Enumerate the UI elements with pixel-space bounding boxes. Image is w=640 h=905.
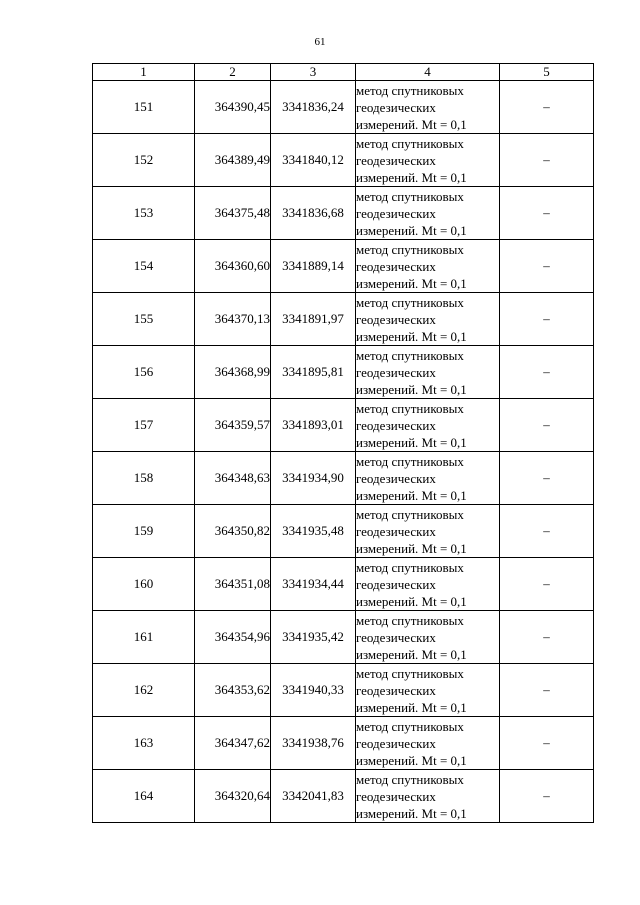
note-cell: –	[500, 664, 594, 717]
method-line: измерений. Mt = 0,1	[356, 487, 467, 503]
point-number-cell: 151	[93, 81, 195, 134]
note-cell: –	[500, 293, 594, 346]
method-cell	[356, 187, 500, 240]
column-header-4: 4	[356, 64, 500, 81]
method-line: измерений. Mt = 0,1	[356, 699, 467, 715]
y-coordinate-cell: 3341836,24	[271, 81, 356, 134]
x-coordinate-cell: 364370,13	[195, 293, 271, 346]
note-cell: –	[500, 717, 594, 770]
table-row	[93, 558, 594, 611]
x-coordinate-cell: 364359,57	[195, 399, 271, 452]
method-line: геодезических	[356, 576, 436, 592]
y-coordinate-cell: 3341940,33	[271, 664, 356, 717]
method-line: измерений. Mt = 0,1	[356, 752, 467, 768]
y-coordinate-cell: 3342041,83	[271, 770, 356, 823]
x-coordinate-cell: 364350,82	[195, 505, 271, 558]
x-coordinate-cell: 364320,64	[195, 770, 271, 823]
note-cell: –	[500, 240, 594, 293]
method-line: геодезических	[356, 682, 436, 698]
method-line: геодезических	[356, 258, 436, 274]
table-row	[93, 240, 594, 293]
y-coordinate-cell: 3341934,44	[271, 558, 356, 611]
point-number-cell: 160	[93, 558, 195, 611]
y-coordinate-cell: 3341840,12	[271, 134, 356, 187]
method-line: измерений. Mt = 0,1	[356, 805, 467, 821]
column-header-5: 5	[500, 64, 594, 81]
x-coordinate-cell: 364390,45	[195, 81, 271, 134]
method-line: геодезических	[356, 523, 436, 539]
note-cell: –	[500, 134, 594, 187]
method-line: измерений. Mt = 0,1	[356, 169, 467, 185]
table-row	[93, 293, 594, 346]
note-cell: –	[500, 346, 594, 399]
table-body	[93, 81, 594, 823]
point-number-cell: 157	[93, 399, 195, 452]
table-row	[93, 346, 594, 399]
x-coordinate-cell: 364389,49	[195, 134, 271, 187]
method-line: измерений. Mt = 0,1	[356, 593, 467, 609]
method-line: геодезических	[356, 205, 436, 221]
method-line: метод спутниковых	[356, 559, 464, 575]
method-line: измерений. Mt = 0,1	[356, 328, 467, 344]
note-cell: –	[500, 505, 594, 558]
method-cell	[356, 558, 500, 611]
note-cell: –	[500, 187, 594, 240]
note-cell: –	[500, 611, 594, 664]
table-row	[93, 611, 594, 664]
method-line: геодезических	[356, 629, 436, 645]
point-number-cell: 161	[93, 611, 195, 664]
method-line: метод спутниковых	[356, 188, 464, 204]
y-coordinate-cell: 3341934,90	[271, 452, 356, 505]
method-line: метод спутниковых	[356, 506, 464, 522]
method-cell	[356, 399, 500, 452]
table-row	[93, 770, 594, 823]
method-line: метод спутниковых	[356, 665, 464, 681]
y-coordinate-cell: 3341935,42	[271, 611, 356, 664]
note-cell: –	[500, 558, 594, 611]
table-row	[93, 717, 594, 770]
method-line: геодезических	[356, 735, 436, 751]
method-cell	[356, 611, 500, 664]
table-row	[93, 452, 594, 505]
point-number-cell: 153	[93, 187, 195, 240]
point-number-cell: 164	[93, 770, 195, 823]
note-cell: –	[500, 452, 594, 505]
table-row	[93, 505, 594, 558]
x-coordinate-cell: 364348,63	[195, 452, 271, 505]
y-coordinate-cell: 3341891,97	[271, 293, 356, 346]
y-coordinate-cell: 3341889,14	[271, 240, 356, 293]
method-cell	[356, 452, 500, 505]
point-number-cell: 152	[93, 134, 195, 187]
method-line: метод спутниковых	[356, 612, 464, 628]
y-coordinate-cell: 3341935,48	[271, 505, 356, 558]
table-row	[93, 664, 594, 717]
x-coordinate-cell: 364347,62	[195, 717, 271, 770]
method-line: измерений. Mt = 0,1	[356, 540, 467, 556]
method-line: геодезических	[356, 99, 436, 115]
method-line: геодезических	[356, 152, 436, 168]
x-coordinate-cell: 364375,48	[195, 187, 271, 240]
method-cell	[356, 346, 500, 399]
method-line: измерений. Mt = 0,1	[356, 434, 467, 450]
method-cell	[356, 134, 500, 187]
method-line: метод спутниковых	[356, 347, 464, 363]
method-line: метод спутниковых	[356, 135, 464, 151]
method-cell	[356, 717, 500, 770]
method-line: геодезических	[356, 311, 436, 327]
method-line: метод спутниковых	[356, 771, 464, 787]
table-row	[93, 81, 594, 134]
method-line: измерений. Mt = 0,1	[356, 646, 467, 662]
point-number-cell: 159	[93, 505, 195, 558]
method-cell	[356, 81, 500, 134]
point-number-cell: 158	[93, 452, 195, 505]
method-line: метод спутниковых	[356, 718, 464, 734]
y-coordinate-cell: 3341836,68	[271, 187, 356, 240]
point-number-cell: 163	[93, 717, 195, 770]
point-number-cell: 162	[93, 664, 195, 717]
method-cell	[356, 664, 500, 717]
method-line: измерений. Mt = 0,1	[356, 381, 467, 397]
method-line: метод спутниковых	[356, 241, 464, 257]
method-line: геодезических	[356, 417, 436, 433]
note-cell: –	[500, 81, 594, 134]
method-line: метод спутниковых	[356, 453, 464, 469]
point-number-cell: 154	[93, 240, 195, 293]
method-line: геодезических	[356, 470, 436, 486]
y-coordinate-cell: 3341895,81	[271, 346, 356, 399]
method-line: измерений. Mt = 0,1	[356, 222, 467, 238]
table-row	[93, 399, 594, 452]
column-header-2: 2	[195, 64, 271, 81]
method-line: метод спутниковых	[356, 82, 464, 98]
method-cell	[356, 293, 500, 346]
method-line: метод спутниковых	[356, 400, 464, 416]
method-line: геодезических	[356, 364, 436, 380]
coordinates-table	[92, 63, 594, 823]
table-row	[93, 134, 594, 187]
y-coordinate-cell: 3341938,76	[271, 717, 356, 770]
point-number-cell: 156	[93, 346, 195, 399]
table-header-row	[93, 64, 594, 81]
page-number: 61	[314, 36, 326, 48]
x-coordinate-cell: 364353,62	[195, 664, 271, 717]
x-coordinate-cell: 364354,96	[195, 611, 271, 664]
note-cell: –	[500, 770, 594, 823]
note-cell: –	[500, 399, 594, 452]
table-row	[93, 187, 594, 240]
method-cell	[356, 505, 500, 558]
method-line: геодезических	[356, 788, 436, 804]
column-header-1: 1	[93, 64, 195, 81]
method-line: измерений. Mt = 0,1	[356, 116, 467, 132]
y-coordinate-cell: 3341893,01	[271, 399, 356, 452]
method-line: измерений. Mt = 0,1	[356, 275, 467, 291]
x-coordinate-cell: 364351,08	[195, 558, 271, 611]
x-coordinate-cell: 364360,60	[195, 240, 271, 293]
method-cell	[356, 240, 500, 293]
point-number-cell: 155	[93, 293, 195, 346]
method-cell	[356, 770, 500, 823]
method-line: метод спутниковых	[356, 294, 464, 310]
x-coordinate-cell: 364368,99	[195, 346, 271, 399]
column-header-3: 3	[271, 64, 356, 81]
